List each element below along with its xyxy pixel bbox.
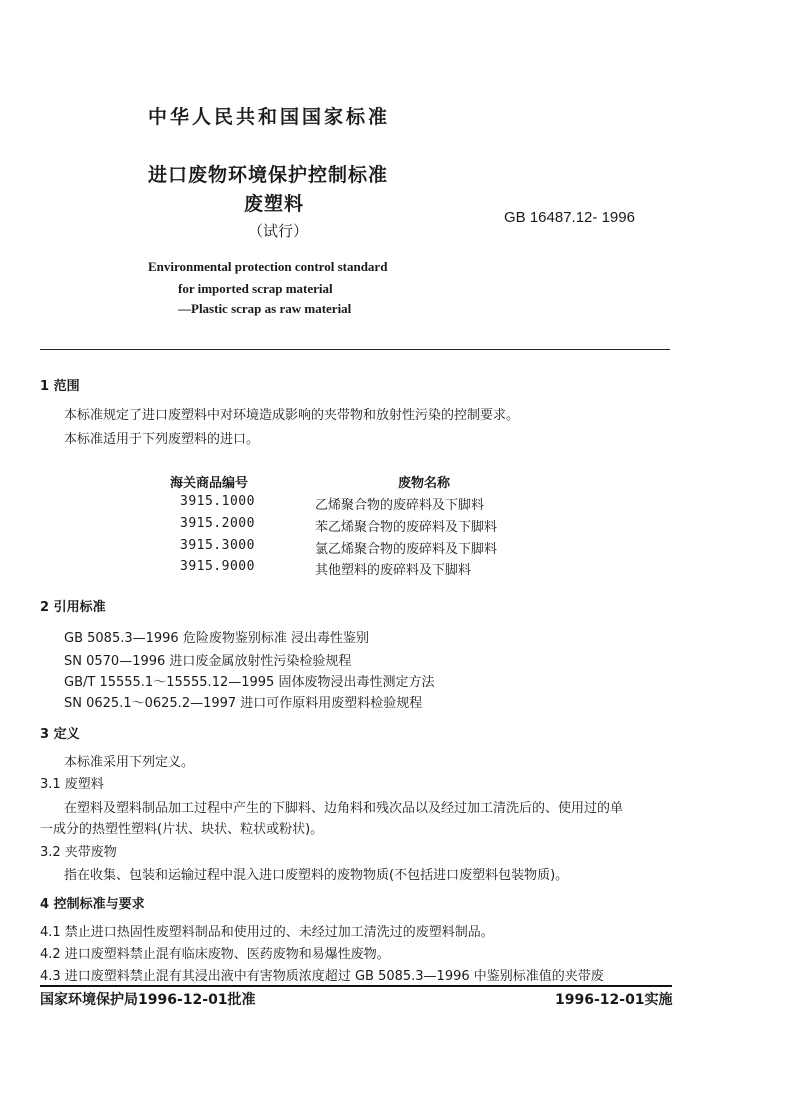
table-cell-code: 3915.9000	[180, 559, 255, 574]
section-3-intro: 本标准采用下列定义。	[64, 755, 195, 770]
reference-item: SN 0625.1～0625.2—1997 进口可作原料用废塑料检验规程	[64, 696, 423, 711]
footer-divider	[40, 985, 672, 987]
header-divider	[40, 349, 670, 350]
requirement-item: 4.2 进口废塑料禁止混有临床废物、医药废物和易爆性废物。	[40, 947, 390, 962]
english-title-line: for imported scrap material	[178, 281, 333, 296]
table-cell-name: 氯乙烯聚合物的废碎料及下脚料	[315, 542, 498, 557]
section-1-paragraph: 本标准适用于下列废塑料的进口。	[64, 432, 260, 447]
definition-heading: 3.2 夹带废物	[40, 845, 117, 860]
standard-number: GB 16487.12- 1996	[504, 209, 635, 226]
table-header-name: 废物名称	[398, 476, 451, 491]
definition-text: 指在收集、包装和运输过程中混入进口废塑料的废物物质(不包括进口废塑料包装物质)。	[64, 868, 569, 883]
english-title-line: Environmental protection control standard	[148, 259, 388, 274]
section-1-paragraph: 本标准规定了进口废塑料中对环境造成影响的夹带物和放射性污染的控制要求。	[64, 408, 520, 423]
table-cell-code: 3915.1000	[180, 494, 255, 509]
section-1-heading: 1 范围	[40, 379, 80, 394]
document-subtitle: 废塑料	[244, 193, 305, 215]
reference-item: GB 5085.3—1996 危险废物鉴别标准 浸出毒性鉴别	[64, 631, 369, 646]
table-cell-name: 其他塑料的废碎料及下脚料	[315, 563, 472, 578]
implementation-date: 1996-12-01实施	[555, 992, 673, 1008]
trial-note: （试行）	[248, 222, 309, 240]
definition-text: 在塑料及塑料制品加工过程中产生的下脚料、边角料和残次品以及经过加工清洗后的、使用过的单	[64, 801, 624, 816]
table-header-code: 海关商品编号	[170, 476, 249, 491]
table-cell-name: 乙烯聚合物的废碎料及下脚料	[315, 498, 485, 513]
national-standard-heading: 中华人民共和国国家标准	[148, 106, 391, 128]
requirement-item: 4.3 进口废塑料禁止混有其浸出液中有害物质浓度超过 GB 5085.3—1996 中鉴别标准值的夹带废	[40, 969, 604, 984]
english-title-line: —Plastic scrap as raw material	[178, 301, 352, 316]
section-3-heading: 3 定义	[40, 727, 80, 742]
requirement-item: 4.1 禁止进口热固性废塑料制品和使用过的、未经过加工清洗过的废塑料制品。	[40, 925, 494, 940]
reference-item: GB/T 15555.1～15555.12—1995 固体废物浸出毒性测定方法	[64, 675, 435, 690]
definition-heading: 3.1 废塑料	[40, 777, 104, 792]
definition-text: 一成分的热塑性塑料(片状、块状、粒状或粉状)。	[40, 822, 324, 837]
table-cell-code: 3915.3000	[180, 538, 255, 553]
reference-item: SN 0570—1996 进口废金属放射性污染检验规程	[64, 654, 352, 669]
approval-line: 国家环境保护局1996-12-01批准	[40, 992, 256, 1008]
table-cell-code: 3915.2000	[180, 516, 255, 531]
section-2-heading: 2 引用标准	[40, 600, 106, 615]
document-title: 进口废物环境保护控制标准	[148, 164, 389, 186]
section-4-heading: 4 控制标准与要求	[40, 897, 145, 912]
table-cell-name: 苯乙烯聚合物的废碎料及下脚料	[315, 520, 498, 535]
